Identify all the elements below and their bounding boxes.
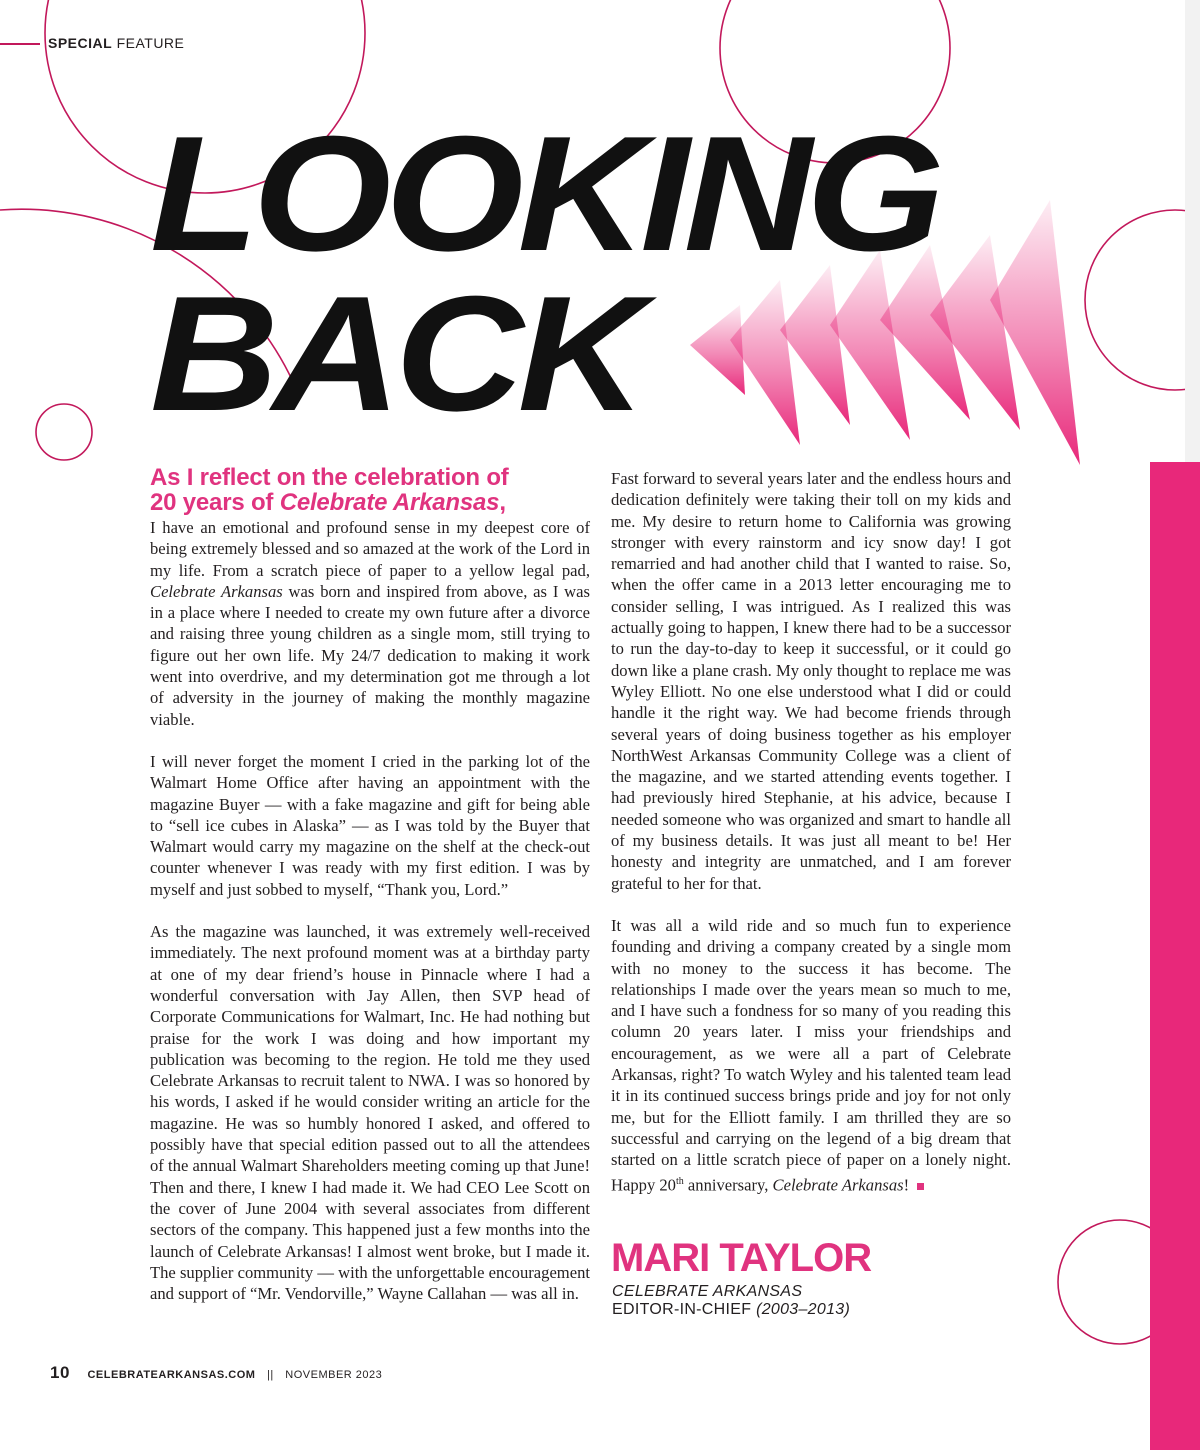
right-p2-italic: Celebrate Arkansas — [772, 1175, 904, 1195]
headline-line-1: LOOKING — [150, 101, 939, 285]
section-label-bold: SPECIAL — [48, 35, 113, 51]
right-p2-sup: th — [675, 1175, 684, 1187]
left-paragraph-3: As the magazine was launched, it was extremely well-received immediately. The next profound moment was at a birthday party at one of my dear friend’s house in Pinnacle where I had a wonderful conversation with Jay Allen, then SVP head of Corporate Communications for Walmart, Inc. He had nothing but praise for the work I was doing and how important my publication was becoming to the region. He told me they used Celebrate Arkansas to recruit talent to NWA. I was so honored by his words, I asked if he would consider writing an article for the magazine. He was so humbly honored I asked, and offered to possibly have that special edition passed out to all the attendees of the annual Walmart Shareholders meeting coming up that June! Then and there, I knew I had made it. We had CEO Lee Scott on the cover of June 2004 with several associates from different sectors of the company. This happened just a few months into the launch of Celebrate Arkansas! I almost went broke, but I made it. The supplier community — with the unforgettable encouragement and support of “Mr. Vendorville,” Wayne Callahan — was all in. — [150, 922, 590, 1304]
author-title — [612, 1283, 850, 1319]
lede — [150, 465, 590, 515]
left-column — [150, 465, 590, 1325]
pink-side-bar — [1150, 462, 1200, 1450]
left-paragraph-1 — [150, 517, 590, 730]
author-role: EDITOR-IN-CHIEF — [612, 1301, 757, 1318]
lede-italic: Celebrate Arkansas — [279, 489, 500, 516]
footer-issue: NOVEMBER 2023 — [285, 1369, 383, 1381]
right-p2-end: ! — [903, 1175, 910, 1195]
lede-part-1: As I reflect on the celebration of — [150, 464, 509, 491]
author-years: (2003–2013) — [756, 1301, 851, 1318]
author-name: MARI TAYLOR — [611, 1236, 872, 1280]
section-rule — [0, 43, 40, 45]
right-column — [611, 468, 1011, 1216]
footer-separator: || — [267, 1369, 274, 1381]
lede-end: , — [499, 489, 506, 516]
right-p2-text-b: anniversary, — [683, 1175, 773, 1195]
page-number: 10 — [50, 1363, 70, 1382]
footer-website: CELEBRATEARKANSAS.COM — [87, 1369, 256, 1381]
circle-left-small — [36, 404, 92, 460]
page-edge-strip — [1185, 0, 1200, 462]
left-p1-text-b: was born and inspired from above, as I was in a place where I needed to create my own future after a divorce and raising three young children as a single mom, still trying to figure out her own life. My 24/7 dedication to making it work went into overdrive, and my determination got me through a lot of adversity in the journey of making the monthly magazine viable. — [150, 581, 590, 729]
end-mark — [917, 1183, 924, 1190]
right-paragraph-1: Fast forward to several years later and the endless hours and dedication definitely were taking their toll on my kids and me. My desire to return home to California was growing stronger with every rainstorm and icy snow day! I got remarried and had another child that I wanted to raise. So, when the offer came in a 2013 letter encouraging me to consider selling, I was intrigued. As I realized this was actually going to happen, I knew there had to be a successor to run the day-to-day to keep it successful, or it could go down like a plane crash. My only thought to replace me was Wyley Elliott. No one else understood what I did or could handle it the right way. We had become friends through several years of doing business together as his employer NorthWest Arkansas Community College was a client of the magazine, and we started attending events together. I had previously hired Stephanie, at his advice, because I needed someone who was organized and smart to handle all of my business details. It was just all meant to be! Her honesty and integrity are unmatched, and I am forever grateful to her for that. — [611, 469, 1011, 893]
headline-line-2: BACK — [150, 261, 641, 445]
author-publication: CELEBRATE ARKANSAS — [612, 1283, 803, 1300]
footer — [50, 1363, 382, 1383]
circle-right — [1085, 210, 1200, 390]
left-p1-text-a: I have an emotional and profound sense in my deepest core of being extremely blessed and so amazed at the work of the Lord in my life. From a scratch piece of paper to a yellow legal pad, — [150, 518, 590, 580]
left-p1-italic: Celebrate Arkansas — [150, 581, 283, 601]
lede-part-2: 20 years of — [150, 489, 280, 516]
right-p2-text-a: It was all a wild ride and so much fun to experience founding and driving a company created by a single mom with no money to the success it has become. The relationships I made over the years mean so much to me, and I have such a fondness for so many of you reading this column 20 years later. I miss your friendships and encouragement, as we were all a part of Celebrate Arkansas, right? To watch Wyley and his talented team lead it in its continued success brings pride and joy for not only me, but for the Elliott family. I am thrilled they are so successful and carrying on the legend of a big dream that started on a little scratch piece of paper on a lonely night. Happy 20 — [611, 915, 1011, 1195]
left-paragraph-2: I will never forget the moment I cried in the parking lot of the Walmart Home Office after having an appointment with the magazine Buyer — with a fake magazine and gift for being able to “sell ice cubes in Alaska” — as I was told by the Buyer that Walmart would carry my magazine on the shelf at the check-out counter whenever I was ready with my first edition. I was by myself and just sobbed to myself, “Thank you, Lord.” — [150, 751, 590, 899]
right-paragraph-2 — [611, 915, 1011, 1195]
section-label — [48, 35, 184, 51]
section-label-rest: FEATURE — [116, 35, 185, 51]
